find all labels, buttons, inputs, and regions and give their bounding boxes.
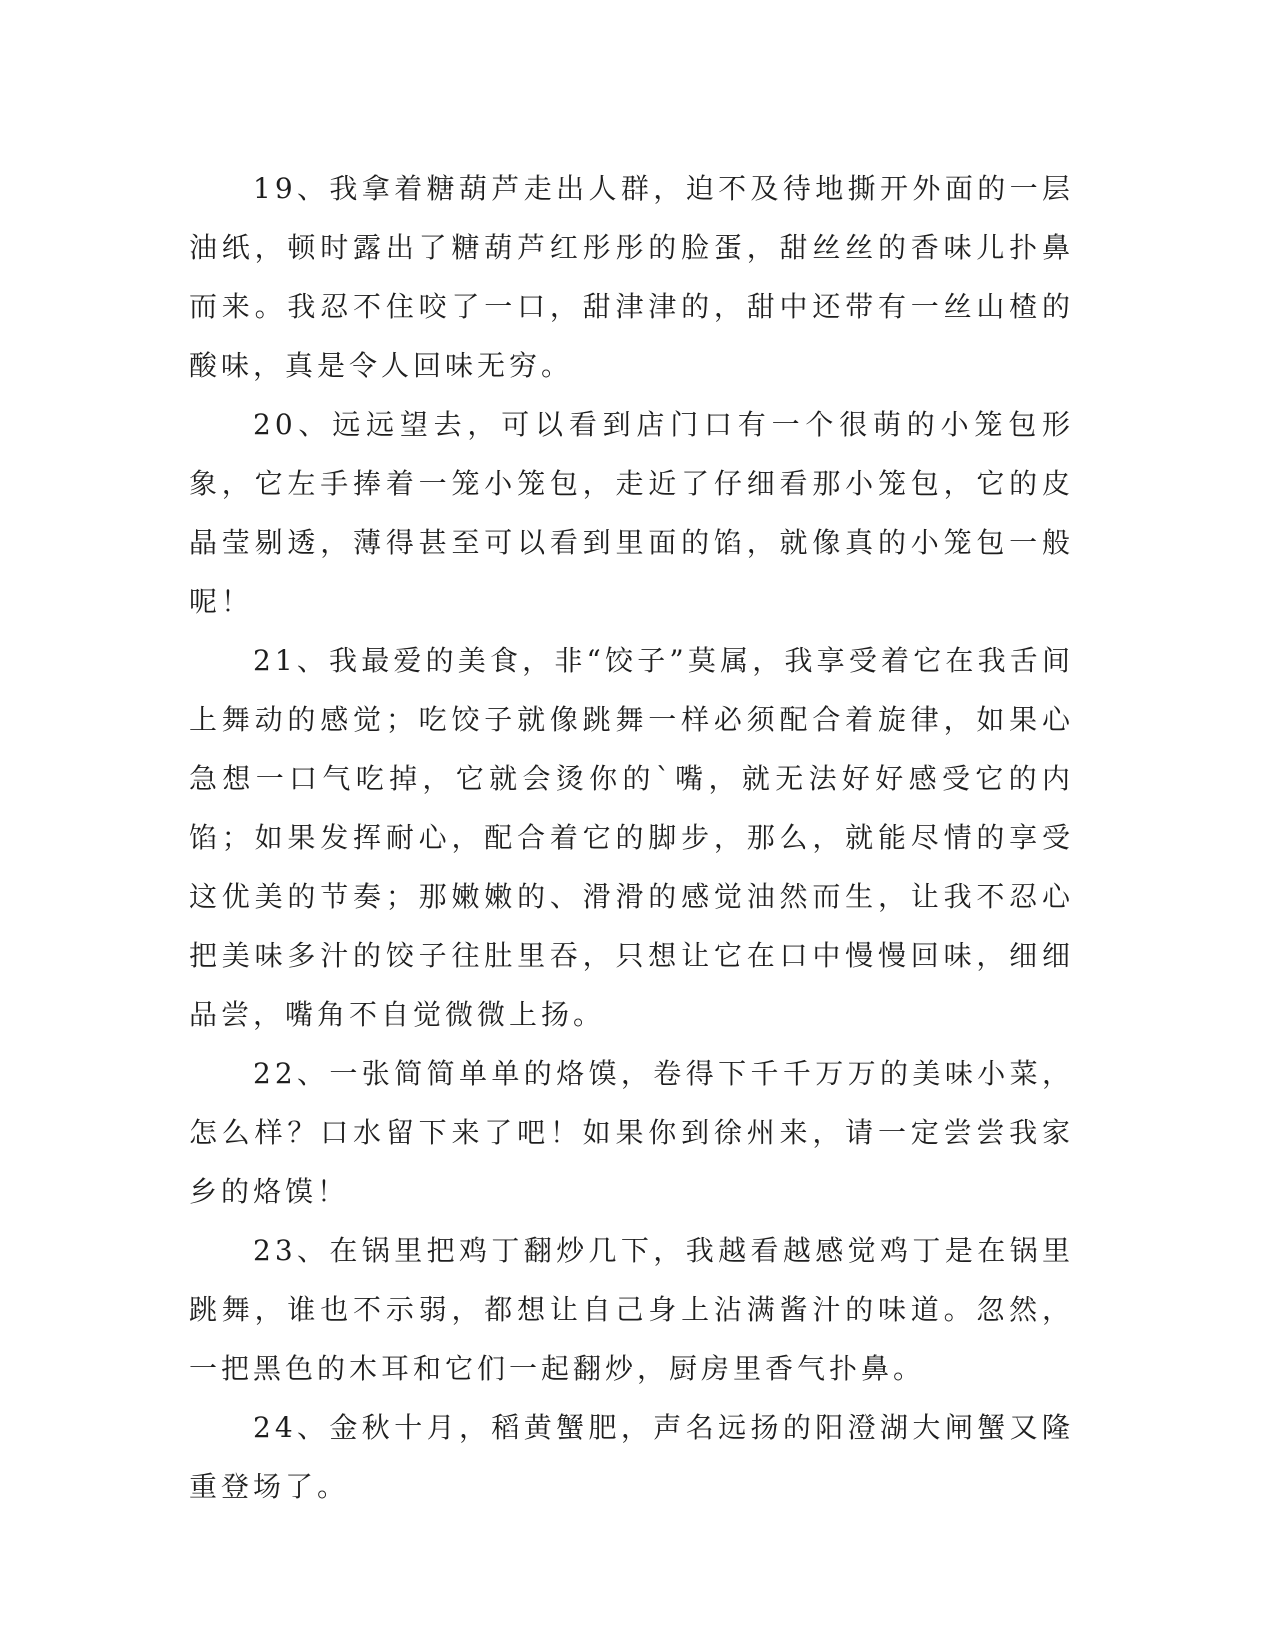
paragraph-24: 24、金秋十月，稻黄蟹肥，声名远扬的阳澄湖大闸蟹又隆重登场了。 (189, 1411, 1074, 1503)
paragraph-23: 23、在锅里把鸡丁翻炒几下，我越看越感觉鸡丁是在锅里跳舞，谁也不示弱，都想让自己身上沾满酱汁的味道。忽然，一把黑色的木耳和它们一起翻炒，厨房里香气扑鼻。 (189, 1234, 1074, 1385)
document-body (189, 159, 1074, 1516)
paragraph-21: 21、我最爱的美食，非“饺子”莫属，我享受着它在我舌间上舞动的感觉；吃饺子就像跳舞一样必须配合着旋律，如果心急想一口气吃掉，它就会烫你的`嘴，就无法好好感受它的内馅；如果发挥耐心，配合着它的脚步，那么，就能尽情的享受这优美的节奏；那嫩嫩的、滑滑的感觉油然而生，让我不忍心把美味多汁的饺子往肚里吞，只想让它在口中慢慢回味，细细品尝，嘴角不自觉微微上扬。 (189, 644, 1074, 1031)
paragraph-20: 20、远远望去，可以看到店门口有一个很萌的小笼包形象，它左手捧着一笼小笼包，走近了仔细看那小笼包，它的皮晶莹剔透，薄得甚至可以看到里面的馅，就像真的小笼包一般呢！ (189, 408, 1074, 618)
paragraph-19: 19、我拿着糖葫芦走出人群，迫不及待地撕开外面的一层油纸，顿时露出了糖葫芦红彤彤的脸蛋，甜丝丝的香味儿扑鼻而来。我忍不住咬了一口，甜津津的，甜中还带有一丝山楂的酸味，真是令人回味无穷。 (189, 172, 1074, 382)
paragraph-22: 22、一张简简单单的烙馍，卷得下千千万万的美味小菜，怎么样？口水留下来了吧！如果你到徐州来，请一定尝尝我家乡的烙馍！ (189, 1057, 1074, 1208)
